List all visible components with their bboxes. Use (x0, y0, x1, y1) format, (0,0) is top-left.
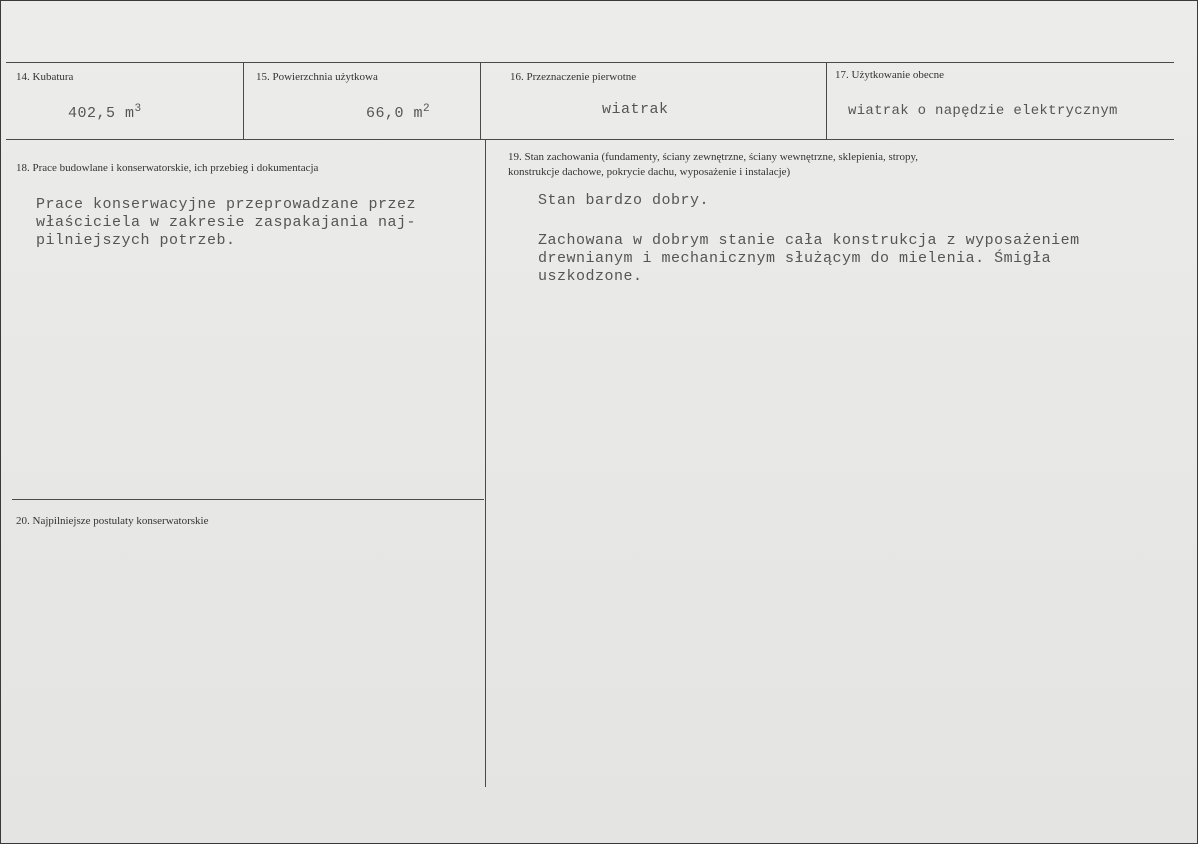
field-19-line-2: Zachowana w dobrym stanie cała konstrukcja z wyposażeniem (538, 232, 1080, 249)
section20-top-rule (12, 499, 484, 500)
field-18-label: 18. Prace budowlane i konserwatorskie, ich przebieg i dokumentacja (16, 162, 319, 174)
field-19-line-4: uszkodzone. (538, 268, 643, 285)
field-19-line-1: Stan bardzo dobry. (538, 192, 710, 209)
divider-14-15 (243, 62, 244, 139)
divider-16-17 (826, 62, 827, 139)
field-19-label-line-2: konstrukcje dachowe, pokrycie dachu, wyposażenie i instalacje) (508, 166, 791, 178)
field-14-label: 14. Kubatura (16, 71, 74, 83)
field-18-line-1: Prace konserwacyjne przeprowadzane przez (36, 196, 417, 213)
field-16-value: wiatrak (602, 101, 669, 118)
field-17-label: 17. Użytkowanie obecne (835, 69, 945, 81)
field-15-label: 15. Powierzchnia użytkowa (256, 71, 378, 83)
field-16-label: 16. Przeznaczenie pierwotne (510, 71, 637, 83)
field-19-label-line-1: 19. Stan zachowania (fundamenty, ściany zewnętrzne, ściany wewnętrzne, sklepienia, stropy, (508, 151, 919, 163)
divider-15-16 (480, 62, 481, 139)
top-rule (6, 62, 1174, 63)
row1-bottom-rule (6, 139, 1174, 140)
field-17-value: wiatrak o napędzie elektrycznym (848, 103, 1118, 119)
field-18-line-3: pilniejszych potrzeb. (36, 232, 236, 249)
field-20-label: 20. Najpilniejsze postulaty konserwatorskie (16, 515, 209, 527)
field-19-line-3: drewnianym i mechanicznym służącym do mielenia. Śmigła (538, 250, 1052, 267)
main-column-divider (485, 139, 486, 787)
field-14-value: 402,5 $m^3$ (68, 103, 142, 122)
field-18-line-2: właściciela w zakresie zaspakajania naj- (36, 214, 417, 231)
field-15-value: 66,0 $m^2$ (366, 103, 431, 122)
